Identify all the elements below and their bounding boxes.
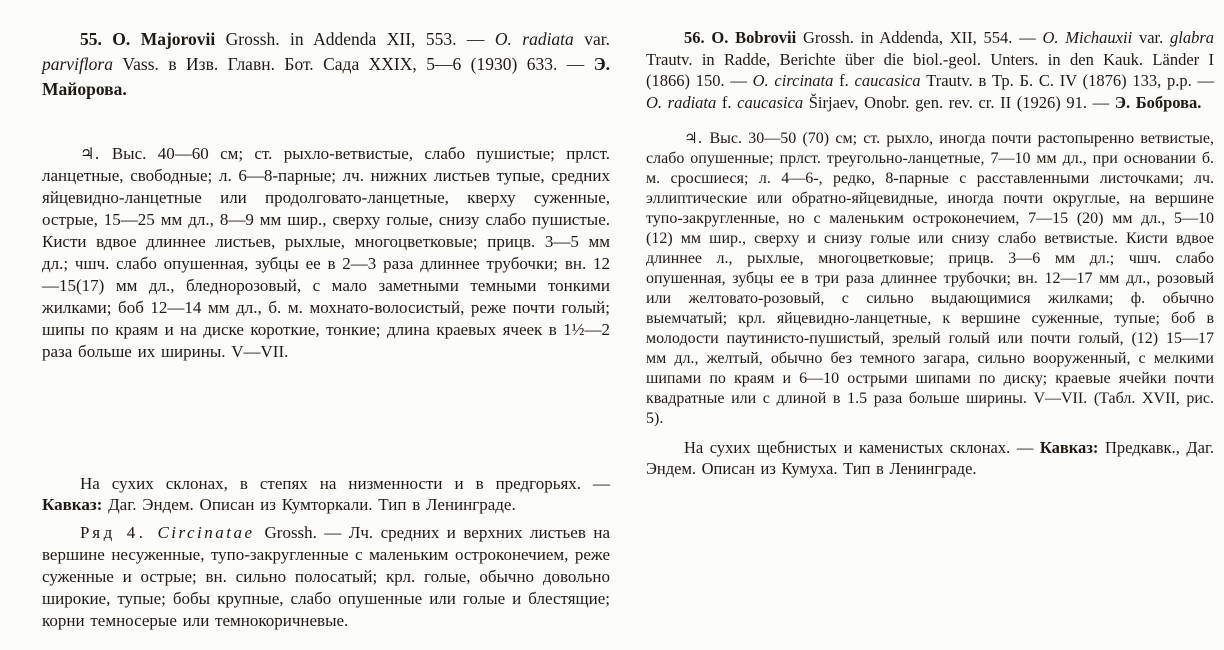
synonym-latin-name: O. radiata (646, 92, 722, 112)
description-text: Выс. 40—60 см; ст. рыхло-ветвистые, слабо пушистые; прлст. ланцетные, свободные; л. 6—8-парные; лч. нижних листьев тупые, средних яйцевидно-ланцетные или продолговато-ланцетные, кверху суженные, острые, 15—25 мм дл., 8—9 мм шир., сверху голые, снизу слабо пушистые. Кисти вдвое длиннее листьев, рыхлые, многоцветковые; прицв. 3—5 мм дл.; чшч. слабо опушенная, зубцы ее в 2—3 раза длиннее трубочки; вн. 12—15(17) мм дл., бледнорозовый, с мало заметными темными тонкими жилками; боб 12—14 мм дл., б. м. мохнато-волосистый, реже почти голый; шипы по краям и на диске короткие, тонкие; длина краевых ячеек в 1½—2 раза больше их ширины. V—VII. (42, 144, 610, 361)
citation-text: Širjaev, Onobr. gen. rev. cr. II (1926) 91. — (808, 92, 1115, 112)
forma-epithet: caucasica (737, 92, 809, 112)
synonym-latin-name: O. radiata (494, 29, 585, 49)
citation-text: Trautv. in Radde, Berichte über die biol.-geol. Unters. in den Kauk. Länder I (1866) 150. — (646, 49, 1214, 90)
variety-epithet: glabra (1169, 28, 1214, 47)
series-latin-name: Circinatae (157, 523, 265, 542)
citation-text: Grossh. in Addenda, XII, 554. — (803, 28, 1043, 47)
species-number-and-name: 55. O. Majorovii (80, 29, 226, 49)
entry-56-habitat (646, 437, 1214, 479)
entry-55-citation (42, 27, 610, 102)
region-label: Кавказ: (1039, 438, 1105, 457)
perennial-symbol-icon: ♃. (80, 144, 112, 163)
series-label: Ряд 4. (80, 523, 158, 542)
russian-vernacular-name: Э. Боброва. (1114, 92, 1202, 112)
citation-text: Vass. в Изв. Главн. Бот. Сада XXIX, 5—6 (1930) 633. — (122, 54, 594, 74)
entry-55-description (42, 143, 610, 363)
series-description-text: Grossh. — Лч. средних и верхних листьев на вершине несуженные, тупо-закругленные с маленьким остроконечием, реже суженные и острые; вн. сильно полосатый; крл. голые, обычно довольно широкие, тупые; бобы крупные, слабо опушенные или голые и блестящие; корни темносерые или темнокоричневые. (42, 523, 610, 630)
species-number-and-name: 56. O. Bobrovii (684, 28, 803, 47)
left-column (42, 27, 610, 632)
entry-55-habitat (42, 473, 610, 515)
perennial-symbol-icon: ♃. (684, 129, 710, 147)
rank-abbreviation: f. (839, 71, 855, 90)
series-4-circinatae-heading (42, 522, 610, 632)
variety-epithet: parviflora (42, 54, 123, 74)
description-text: Выс. 30—50 (70) см; ст. рыхло, иногда почти растопыренно ветвистые, слабо опушенные; прлст. треугольно-ланцетные, 7—10 мм дл., при основании б. м. сросшиеся; л. 4—6-, редко, 8-парные с расставленными листочками; лч. эллиптические или обратно-яйцевидные, иногда почти округлые, на вершине тупо-закругленные, но с маленьким остроконечием, 7—15 (20) мм дл., 5—10 (12) мм шир., сверху и снизу голые или снизу слабо ветвистые. Кисти вдвое длиннее л., рыхлые, многоцветковые; прицв. 3—6 мм дл.; чшч. слабо опушенная, зубцы ее в три раза длиннее трубочки; вн. 12—17 мм дл., розовый или желтовато-розовый, с сильно выдающимися жилками; ф. обычно выемчатый; крл. яйцевидно-ланцетные, к вершине суженные, тупые; боб в молодости паутинисто-пушистый, зрелый голый или почти голый, (12) 15—17 мм дл., желтый, обычно без темного загара, сильно вооруженный, с мелкими шипами по краям и 6—10 острыми шипами по диску; краевые ячейки почти квадратные или с длиной в 1.5 раза больше ширины. V—VII. (Табл. XVII, рис. 5). (646, 130, 1214, 427)
rank-abbreviation: var. (584, 29, 610, 49)
distribution-text: Даг. Эндем. Описан из Кумторкали. Тип в Ленинграде. (108, 495, 516, 514)
synonym-latin-name: O. circinata (752, 71, 840, 90)
habitat-text: На сухих щебнистых и каменистых склонах. — (684, 438, 1040, 457)
citation-text: Trautv. в Тр. Б. С. IV (1876) 133, p.p. — (926, 71, 1215, 90)
entry-56-citation (646, 27, 1214, 113)
distribution-text: Предкавк., Даг. Эндем. Описан из Кумуха. Тип в Ленинграде. (646, 438, 1214, 478)
habitat-text: На сухих склонах, в степях на низменности и в предгорьях. — (80, 474, 610, 493)
right-column (646, 27, 1214, 479)
region-label: Кавказ: (42, 495, 109, 514)
rank-abbreviation: f. (721, 92, 738, 112)
rank-abbreviation: var. (1138, 28, 1170, 47)
russian-vernacular-name: Э. Майорова. (42, 54, 610, 99)
citation-text: Grossh. in Addenda XII, 553. — (225, 29, 495, 49)
synonym-latin-name: O. Michauxii (1042, 28, 1139, 47)
forma-epithet: caucasica (854, 71, 927, 90)
entry-56-description (646, 128, 1214, 429)
